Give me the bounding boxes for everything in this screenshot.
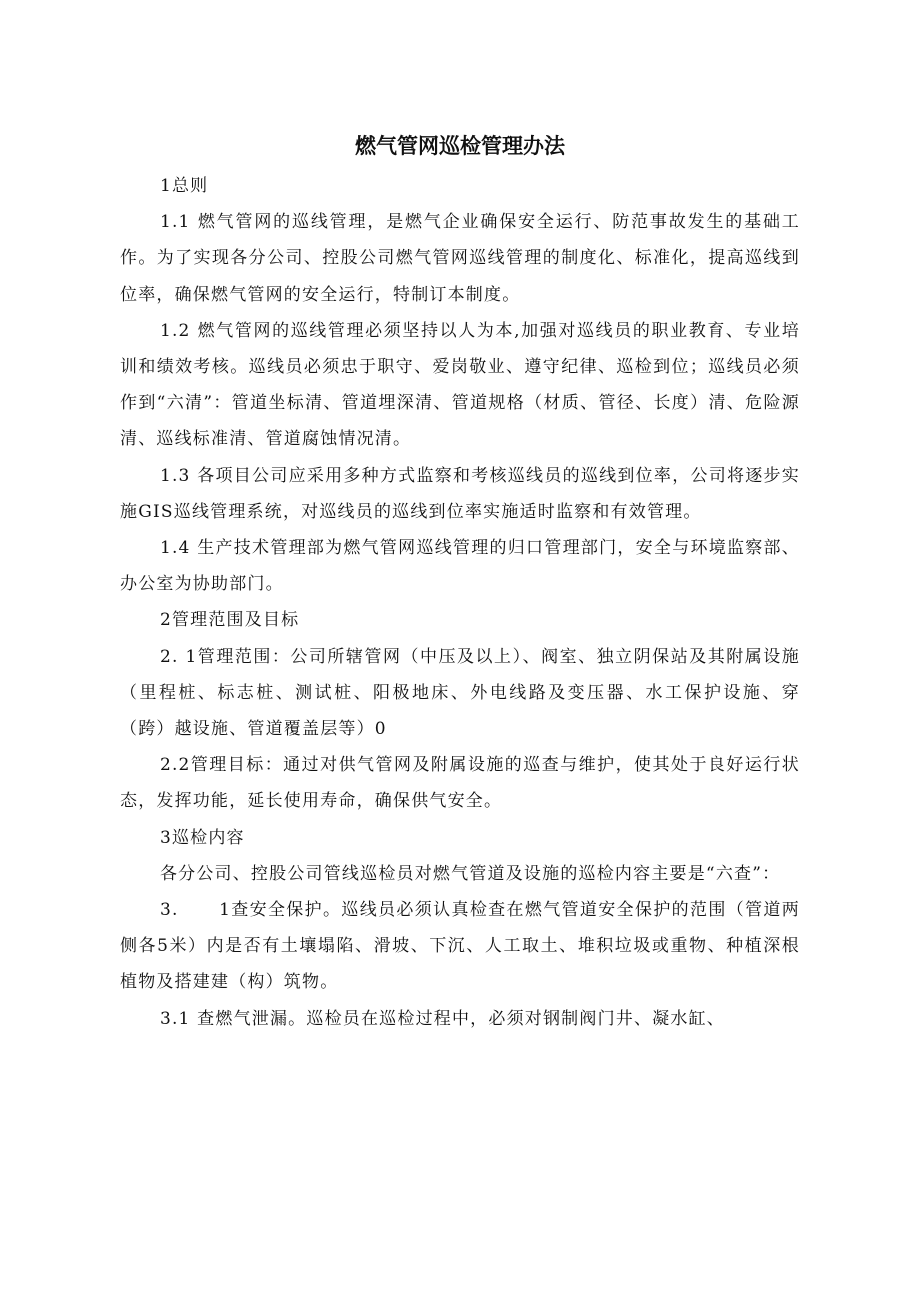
paragraph-1-1: 1.1 燃气管网的巡线管理，是燃气企业确保安全运行、防范事故发生的基础工作。为了实现各分公司、控股公司燃气管网巡线管理的制度化、标准化，提高巡线到位率，确保燃气管网的安全运行，特制订本制度。: [120, 212, 800, 305]
document-title: 燃气管网巡检管理办法: [355, 134, 565, 158]
paragraph-1-4: 1.4 生产技术管理部为燃气管网巡线管理的归口管理部门，安全与环境监察部、办公室为协助部门。: [120, 538, 800, 595]
section-heading-general: 1总则: [159, 176, 209, 196]
section-heading-scope: 2管理范围及目标: [159, 610, 300, 631]
paragraph-1-3: 1.3 各项目公司应采用多种方式监察和考核巡线员的巡线到位率，公司将逐步实施GIS巡线管理系统，对巡线员的巡线到位率实施适时监察和有效管理。: [120, 465, 800, 522]
paragraph-3-intro: 各分公司、控股公司管线巡检员对燃气管道及设施的巡检内容主要是“六查”：: [159, 863, 781, 884]
section-heading-inspection: 3巡检内容: [159, 827, 245, 848]
paragraph-3-safety: 3. 1查安全保护。巡线员必须认真检查在燃气管道安全保护的范围（管道两侧各5米）内是否有土壤塌陷、滑坡、下沉、人工取土、堆积垃圾或重物、种植深根植物及搭建建（构）筑物。: [120, 900, 800, 993]
paragraph-1-2: 1.2 燃气管网的巡线管理必须坚持以人为本,加强对巡线员的职业教育、专业培训和绩效考核。巡线员必须忠于职守、爱岗敬业、遵守纪律、巡检到位；巡线员必须作到“六清”：管道坐标清、管道埋深清、管道规格（材质、管径、长度）清、危险源清、巡线标准清、管道腐蚀情况清。: [120, 320, 800, 450]
paragraph-3-leak: 3.1 查燃气泄漏。巡检员在巡检过程中，必须对钢制阀门井、凝水缸、: [159, 1008, 725, 1029]
document-page: [120, 128, 800, 1037]
paragraph-2-1: 2. 1管理范围：公司所辖管网（中压及以上）、阀室、独立阴保站及其附属设施（里程桩、标志桩、测试桩、阳极地床、外电线路及变压器、水工保护设施、穿（跨）越设施、管道覆盖层等）0: [120, 646, 800, 740]
paragraph-2-2: 2.2管理目标：通过对供气管网及附属设施的巡查与维护，使其处于良好运行状态，发挥功能，延长使用寿命，确保供气安全。: [120, 755, 800, 812]
